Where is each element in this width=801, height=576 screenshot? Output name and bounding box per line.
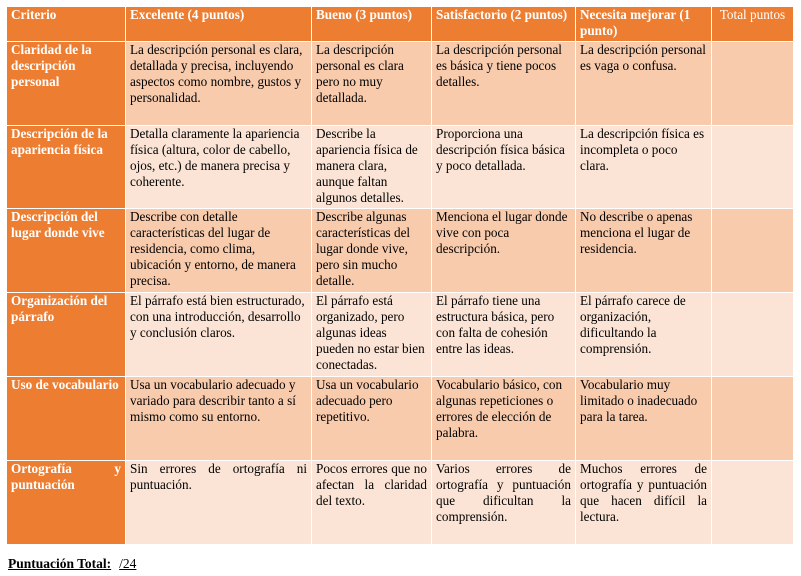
table-row [7, 126, 794, 209]
total-score-line [8, 556, 136, 572]
table-row [7, 209, 794, 293]
rubric-table [6, 6, 794, 545]
table-row [7, 377, 794, 461]
total-score-value[interactable]: /24 [119, 556, 137, 571]
bueno-cell: Describe algunas características del lugar donde vive, pero sin mucho detalle. [312, 209, 432, 293]
header-excelente: Excelente (4 puntos) [126, 7, 312, 42]
header-total-puntos: Total puntos [712, 7, 794, 42]
necesita-mejorar-cell: La descripción personal es vaga o confusa. [576, 42, 712, 126]
satisfactorio-cell: Proporciona una descripción física básica y poco detallada. [432, 126, 576, 209]
criterion-cell: Descripción de la apariencia física [7, 126, 126, 209]
total-cell[interactable] [712, 377, 794, 461]
total-cell[interactable] [712, 42, 794, 126]
criterion-cell: Uso de vocabulario [7, 377, 126, 461]
excelente-cell: La descripción personal es clara, detallada y precisa, incluyendo aspectos como nombre, gustos y personalidad. [126, 42, 312, 126]
total-cell[interactable] [712, 461, 794, 545]
necesita-mejorar-cell: No describe o apenas menciona el lugar de residencia. [576, 209, 712, 293]
excelente-cell: Describe con detalle características del lugar de residencia, como clima, ubicación y entorno, de manera precisa. [126, 209, 312, 293]
header-satisfactorio: Satisfactorio (2 puntos) [432, 7, 576, 42]
necesita-mejorar-cell: La descripción física es incompleta o poco clara. [576, 126, 712, 209]
satisfactorio-cell: Varios errores de ortografía y puntuación que dificultan la comprensión. [432, 461, 576, 545]
excelente-cell: Detalla claramente la apariencia física (altura, color de cabello, ojos, etc.) de manera precisa y coherente. [126, 126, 312, 209]
header-criterio: Criterio [7, 7, 126, 42]
bueno-cell: La descripción personal es clara pero no muy detallada. [312, 42, 432, 126]
excelente-cell: Usa un vocabulario adecuado y variado para describir tanto a sí mismo como su entorno. [126, 377, 312, 461]
bueno-cell: Usa un vocabulario adecuado pero repetitivo. [312, 377, 432, 461]
header-necesita-mejorar: Necesita mejorar (1 punto) [576, 7, 712, 42]
necesita-mejorar-cell: Vocabulario muy limitado o inadecuado para la tarea. [576, 377, 712, 461]
total-cell[interactable] [712, 126, 794, 209]
criterion-cell: Organización del párrafo [7, 293, 126, 377]
satisfactorio-cell: Menciona el lugar donde vive con poca descripción. [432, 209, 576, 293]
table-row [7, 42, 794, 126]
criterion-cell: Claridad de la descripción personal [7, 42, 126, 126]
excelente-cell: El párrafo está bien estructurado, con una introducción, desarrollo y conclusión claros. [126, 293, 312, 377]
table-row [7, 461, 794, 545]
table-row [7, 293, 794, 377]
total-cell[interactable] [712, 209, 794, 293]
criterion-cell: Ortografía y puntuación [7, 461, 126, 545]
necesita-mejorar-cell: Muchos errores de ortografía y puntuación que hacen difícil la lectura. [576, 461, 712, 545]
excelente-cell: Sin errores de ortografía ni puntuación. [126, 461, 312, 545]
satisfactorio-cell: La descripción personal es básica y tiene pocos detalles. [432, 42, 576, 126]
satisfactorio-cell: El párrafo tiene una estructura básica, pero con falta de cohesión entre las ideas. [432, 293, 576, 377]
header-bueno: Bueno (3 puntos) [312, 7, 432, 42]
total-cell[interactable] [712, 293, 794, 377]
necesita-mejorar-cell: El párrafo carece de organización, dificultando la comprensión. [576, 293, 712, 377]
satisfactorio-cell: Vocabulario básico, con algunas repeticiones o errores de elección de palabra. [432, 377, 576, 461]
criterion-cell: Descripción del lugar donde vive [7, 209, 126, 293]
bueno-cell: Pocos errores que no afectan la claridad del texto. [312, 461, 432, 545]
bueno-cell: Describe la apariencia física de manera clara, aunque faltan algunos detalles. [312, 126, 432, 209]
total-score-label: Puntuación Total: [8, 556, 112, 571]
header-row [7, 7, 794, 42]
bueno-cell: El párrafo está organizado, pero algunas ideas pueden no estar bien conectadas. [312, 293, 432, 377]
